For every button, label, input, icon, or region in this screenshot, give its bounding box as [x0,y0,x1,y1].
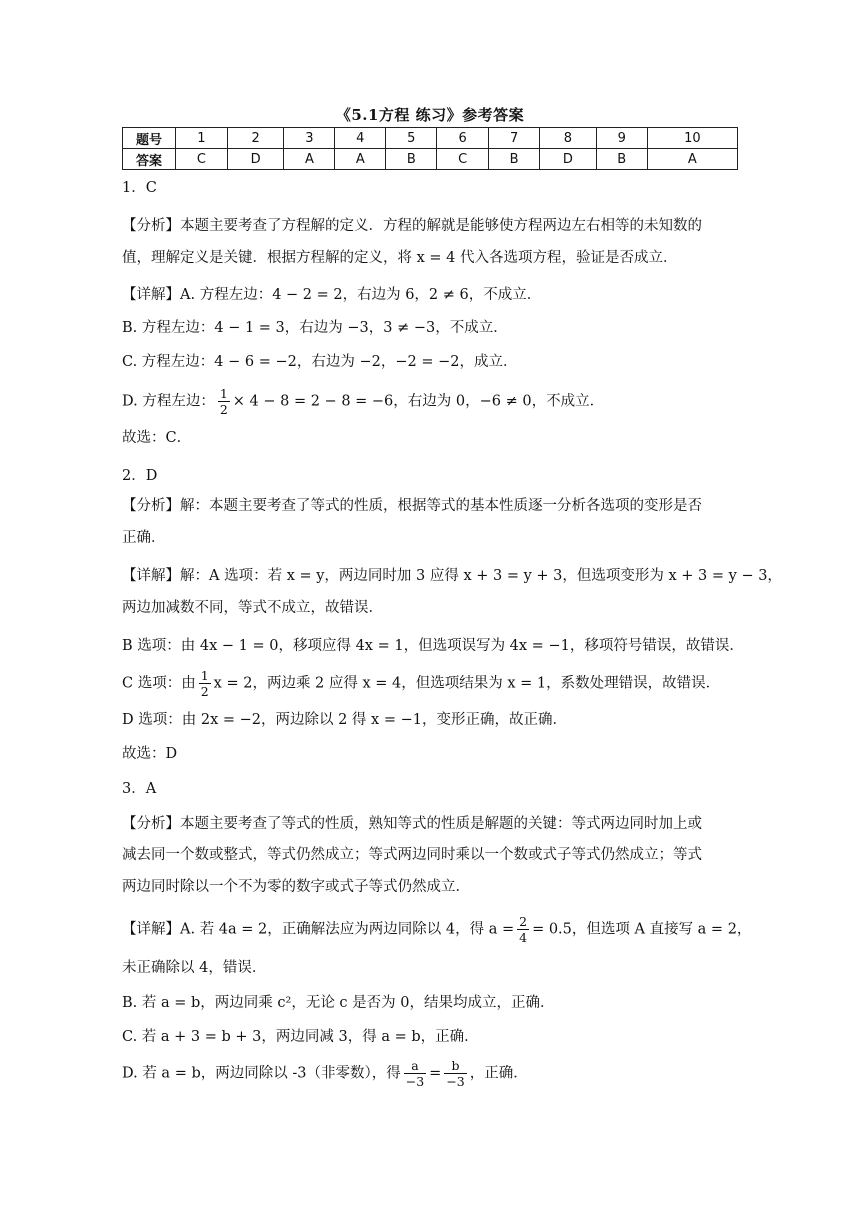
q2-detail-a-line1: 【详解】解：A 选项：若 x = y，两边同时加 3 应得 x + 3 = y + 3，但选项变形为 x + 3 = y − 3， [122,568,782,584]
q2-analysis-line1: 【分析】解：本题主要考查了等式的性质，根据等式的基本性质逐一分析各选项的变形是否 [122,498,702,514]
fraction-denominator: 4 [519,930,528,945]
table-cell: 4 [335,128,386,149]
fraction-numerator: 1 [219,386,228,401]
table-cell: 10 [647,128,737,149]
table-cell: B [489,149,540,170]
q2-choice: 故选：D [122,746,178,762]
q1-detail-d-rest: × 4 − 8 = 2 − 8 = −6，右边为 0，−6 ≠ 0，不成立． [232,393,605,410]
q3-detail-a-prefix: 【详解】A. 若 4a = 2，正确解法应为两边同除以 4，得 a = [122,921,515,938]
table-cell: 9 [596,128,647,149]
table-row [123,128,738,149]
q3-heading: 3．A [122,781,157,797]
q2-detail-c-rest: x = 2，两边乘 2 应得 x = 4，但选项结果为 x = 1，系数处理错误，故错误． [213,675,721,692]
q1-detail-b: B. 方程左边：4 − 1 = 3，右边为 −3，3 ≠ −3，不成立． [122,320,508,336]
q3-detail-a-line2: 未正确除以 4，错误． [122,960,267,976]
answer-table [122,127,738,170]
q2-detail-a-line2: 两边加减数不同，等式不成立，故错误． [122,600,383,616]
q1-detail-a: 【详解】A. 方程左边：4 − 2 = 2，右边为 6，2 ≠ 6，不成立． [122,287,542,303]
q3-analysis-line1: 【分析】本题主要考查了等式的性质，熟知等式的性质是解题的关键：等式两边同时加上或 [122,816,702,832]
q2-detail-c-prefix: C 选项：由 [122,675,196,692]
fraction-numerator: 1 [200,668,209,683]
fraction-a-over-neg3 [404,1058,426,1089]
q3-detail-d-prefix: D. 若 a = b，两边同除以 -3（非零数），得 [122,1065,401,1082]
table-header-cell: 答案 [123,149,176,170]
q3-analysis-line3: 两边同时除以一个不为零的数字或式子等式仍然成立． [122,879,470,895]
table-cell: B [596,149,647,170]
table-cell: 7 [489,128,540,149]
q2-detail-b: B 选项：由 4x − 1 = 0，移项应得 4x = 1，但选项误写为 4x = −1，移项符号错误，故错误． [122,638,744,654]
table-header-cell: 题号 [123,128,176,149]
table-cell: C [176,149,228,170]
table-cell: B [386,149,437,170]
fraction-denominator: −3 [405,1074,425,1089]
q2-detail-c [122,668,720,699]
table-cell: A [335,149,386,170]
q3-detail-c: C. 若 a + 3 = b + 3，两边同减 3，得 a = b，正确． [122,1029,479,1045]
q1-choice: 故选：C． [122,430,192,446]
q2-detail-d: D 选项：由 2x = −2，两边除以 2 得 x = −1，变形正确，故正确． [122,712,567,728]
table-cell: A [647,149,737,170]
fraction-numerator: 2 [519,914,528,929]
q1-analysis-line2: 值，理解定义是关键．根据方程解的定义，将 x = 4 代入各选项方程，验证是否成立． [122,250,678,266]
table-cell: 2 [227,128,284,149]
table-cell: 8 [540,128,597,149]
q3-detail-a-line1 [122,914,751,945]
q3-detail-d-rest: ，正确． [469,1065,528,1082]
table-cell: 5 [386,128,437,149]
fraction-denominator: 2 [200,684,209,699]
q3-detail-b: B. 若 a = b，两边同乘 c²，无论 c 是否为 0，结果均成立，正确． [122,995,555,1011]
table-row [123,149,738,170]
table-cell: 1 [176,128,228,149]
q1-detail-c: C. 方程左边：4 − 6 = −2，右边为 −2，−2 = −2，成立． [122,354,518,370]
q2-analysis-line2: 正确． [122,530,166,546]
fraction-two-fourths [517,914,529,945]
q1-detail-d [122,386,604,417]
fraction-denominator: −3 [446,1074,465,1089]
table-cell: D [540,149,597,170]
page-title: 《5.1方程 练习》参考答案 [335,106,525,124]
fraction-half [199,668,211,699]
fraction-b-over-neg3 [444,1058,466,1089]
q3-analysis-line2: 减去同一个数或整式，等式仍然成立；等式两边同时乘以一个数或式子等式仍然成立；等式 [122,847,702,863]
q1-analysis-line1: 【分析】本题主要考查了方程解的定义．方程的解就是能够使方程两边左右相等的未知数的 [122,218,702,234]
fraction-denominator: 2 [219,402,228,417]
q3-detail-d [122,1058,528,1089]
q1-detail-d-prefix: D. 方程左边： [122,393,215,410]
q2-heading: 2．D [122,468,158,484]
q1-heading: 1．C [122,180,157,196]
table-cell: 6 [437,128,489,149]
table-cell: 3 [284,128,335,149]
table-cell: D [227,149,284,170]
q3-detail-a-rest: = 0.5，但选项 A 直接写 a = 2， [532,921,752,938]
fraction-half [218,386,230,417]
equals-sign: = [429,1065,442,1082]
table-cell: C [437,149,489,170]
fraction-numerator: b [444,1058,466,1074]
fraction-numerator: a [404,1058,426,1074]
table-cell: A [284,149,335,170]
